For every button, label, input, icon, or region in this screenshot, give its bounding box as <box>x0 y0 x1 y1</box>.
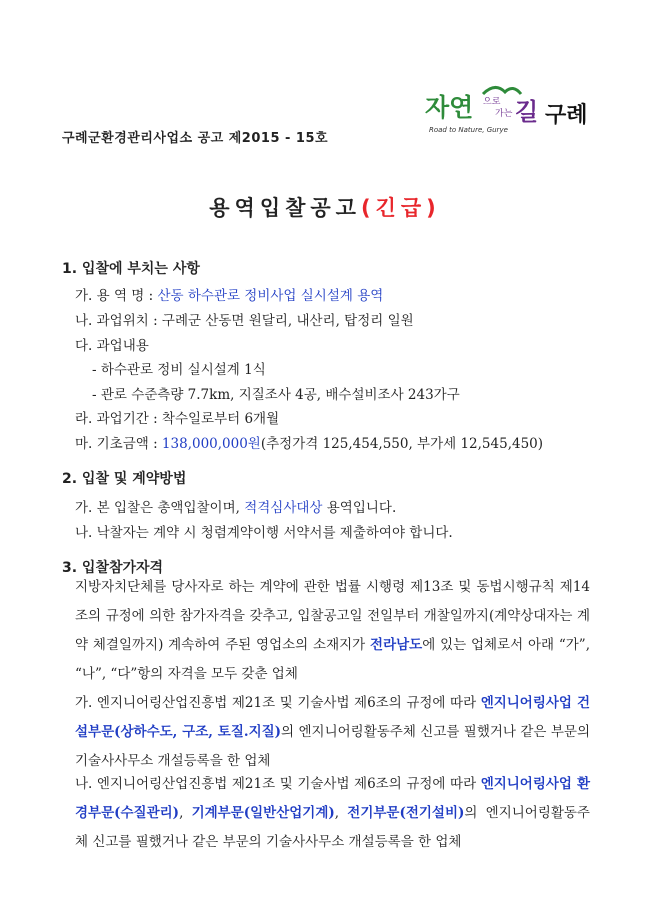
eligibility-na-sep: , <box>179 805 192 821</box>
title-urgent: (긴급) <box>360 196 441 220</box>
budget-detail: (추정가격 125,454,550, 부가세 12,545,450) <box>260 436 544 452</box>
eligibility-intro-text: 지방자치단체를 당사자로 하는 계약에 관한 법률 시행령 제13조 및 동법시행규칙 제14조의 규정에 의한 참가자격을 갖추고, 입찰공고일 전일부터 개찰일까지(계약상대자는 계약 체결일까지) 계속하여 주된 영업소의 소재지가 <box>75 579 590 653</box>
eligibility-intro <box>75 573 590 689</box>
bid-method <box>75 496 396 516</box>
service-location: 나. 과업위치 : 구례군 산동면 원달리, 내산리, 탑정리 일원 <box>75 313 414 329</box>
bid-method-text: 가. 본 입찰은 총액입찰이며, <box>75 500 245 516</box>
service-name-value: 산동 하수관로 정비사업 실시설계 용역 <box>157 288 384 304</box>
section2-heading: 2. 입찰 및 계약방법 <box>62 471 187 487</box>
eligibility-na-sep: , <box>334 805 348 821</box>
eligibility-region: 전라남도 <box>370 637 423 653</box>
eligibility-na-text: 나. 엔지니어링산업진흥법 제21조 및 기술사법 제6조의 규정에 따라 <box>75 776 481 792</box>
section3-heading: 3. 입찰참가자격 <box>62 560 164 576</box>
logo-main-3: 구례 <box>545 103 588 128</box>
service-budget <box>75 432 543 452</box>
logo-small-1: 으로 <box>483 97 501 107</box>
contract-pledge: 나. 낙찰자는 계약 시 청렴계약이행 서약서를 제출하여야 합니다. <box>75 525 453 541</box>
mountain-icon <box>483 87 521 94</box>
notice-number: 구례군환경관리사업소 공고 제2015 - 15호 <box>62 131 329 146</box>
eligibility-na-highlight-3: 전기부문(전기설비) <box>347 805 465 821</box>
eligibility-na-highlight-1: 엔지니어링사업 환경부문(수질관리) <box>75 776 590 821</box>
logo-main-1: 자연 <box>425 93 474 122</box>
budget-label: 마. 기초금액 : <box>75 436 162 452</box>
eligibility-ga-highlight: 엔지니어링사업 건설부문(상하수도, 구조, 토질.지질) <box>75 695 590 740</box>
bid-method-text-end: 용역입니다. <box>322 500 397 516</box>
service-period: 라. 과업기간 : 착수일로부터 6개월 <box>75 411 280 427</box>
eligibility-ga-text-end: 의 엔지니어링활동주체 신고를 필했거나 같은 부문의 기술사사무소 개설등록을 한 업체 <box>75 724 590 769</box>
logo-graphic <box>425 80 595 138</box>
eligibility-na-text-end: 의 엔지니어링활동주체 신고를 필했거나 같은 부문의 기술사사무소 개설등록을 한 업체 <box>75 805 590 850</box>
bid-method-highlight: 적격심사대상 <box>244 500 323 516</box>
section1-heading: 1. 입찰에 부치는 사항 <box>62 261 200 277</box>
eligibility-na-highlight-2: 기계부문(일반산업기계) <box>191 805 335 821</box>
gurye-logo <box>425 80 595 138</box>
logo-small-2: 가는 <box>495 109 513 119</box>
service-name <box>75 284 383 304</box>
eligibility-intro-text-end: 에 있는 업체로서 아래 “가”, “나”, “다”항의 자격을 모두 갖춘 업체 <box>75 637 590 682</box>
service-content-label: 다. 과업내용 <box>75 338 149 354</box>
title-main: 용역입찰공고 <box>209 196 361 220</box>
logo-tagline: Road to Nature, Gurye <box>429 126 508 134</box>
eligibility-item-na <box>75 770 590 857</box>
service-content-item: - 하수관로 정비 실시설계 1식 <box>92 362 266 378</box>
logo-main-2: 길 <box>515 98 539 126</box>
service-content-item: - 관로 수준측량 7.7km, 지질조사 4공, 배수설비조사 243가구 <box>92 387 460 403</box>
eligibility-ga-text: 가. 엔지니어링산업진흥법 제21조 및 기술사법 제6조의 규정에 따라 <box>75 695 481 711</box>
service-name-label: 가. 용 역 명 : <box>75 288 158 304</box>
budget-value: 138,000,000원 <box>161 436 261 452</box>
page-title <box>0 192 650 222</box>
eligibility-item-ga <box>75 689 590 776</box>
